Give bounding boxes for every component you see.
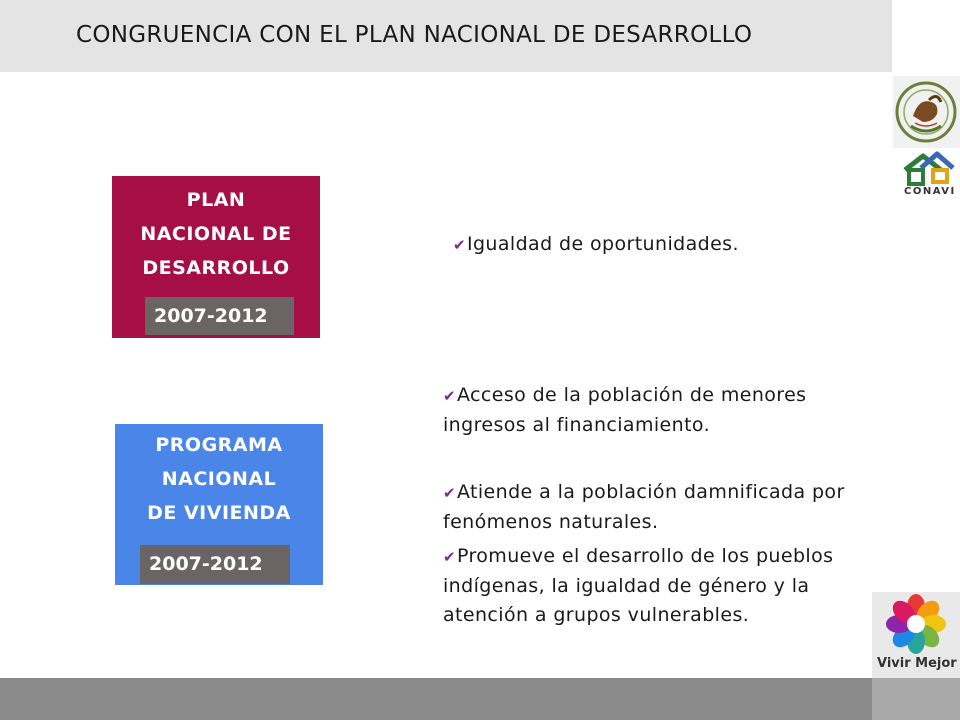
mexico-seal-logo: [893, 76, 960, 148]
vivir-mejor-logo: [872, 592, 960, 678]
footer-bar-right: [872, 678, 960, 720]
objective-text: Acceso de la población de menores ingresos al financiamiento.: [443, 384, 807, 436]
pnv-line-1: PROGRAMA: [155, 434, 283, 456]
flower-icon: [872, 592, 960, 658]
page-title: CONGRUENCIA CON EL PLAN NACIONAL DE DESARROLLO: [76, 22, 753, 48]
checkmark-icon: ✔: [443, 387, 456, 405]
objective-item: [453, 230, 739, 260]
objective-text: Promueve el desarrollo de los pueblos indígenas, la igualdad de género y la atención a grupos vulnerables.: [443, 545, 834, 626]
checkmark-icon: ✔: [453, 236, 466, 254]
checkmark-icon: ✔: [443, 484, 456, 502]
vivir-mejor-text: Vivir Mejor: [877, 656, 957, 671]
header-bar: [0, 0, 892, 72]
seal-icon: [893, 76, 960, 148]
objective-text: Atiende a la población damnificada por fenómenos naturales.: [443, 481, 845, 533]
pnd-line-3: DESARROLLO: [142, 257, 290, 279]
conavi-logo: [893, 148, 960, 202]
pnd-line-1: PLAN: [186, 189, 246, 211]
pnd-line-2: NACIONAL DE: [140, 223, 292, 245]
footer-bar: [0, 678, 872, 720]
programa-nacional-vivienda-box: [115, 424, 323, 585]
house-icon: [893, 148, 960, 188]
pnv-line-3: DE VIVIENDA: [147, 502, 291, 524]
pnd-period-badge: 2007-2012: [145, 297, 294, 335]
pnv-period-badge: 2007-2012: [140, 545, 290, 584]
objective-text: Igualdad de oportunidades.: [466, 233, 739, 255]
conavi-logo-text: CONAVI: [904, 186, 956, 197]
checkmark-icon: ✔: [443, 548, 456, 566]
objective-item: [443, 542, 853, 630]
objective-item: [443, 478, 883, 537]
pnv-line-2: NACIONAL: [161, 468, 277, 490]
plan-nacional-desarrollo-box: [112, 176, 320, 338]
objective-item: [443, 381, 883, 440]
